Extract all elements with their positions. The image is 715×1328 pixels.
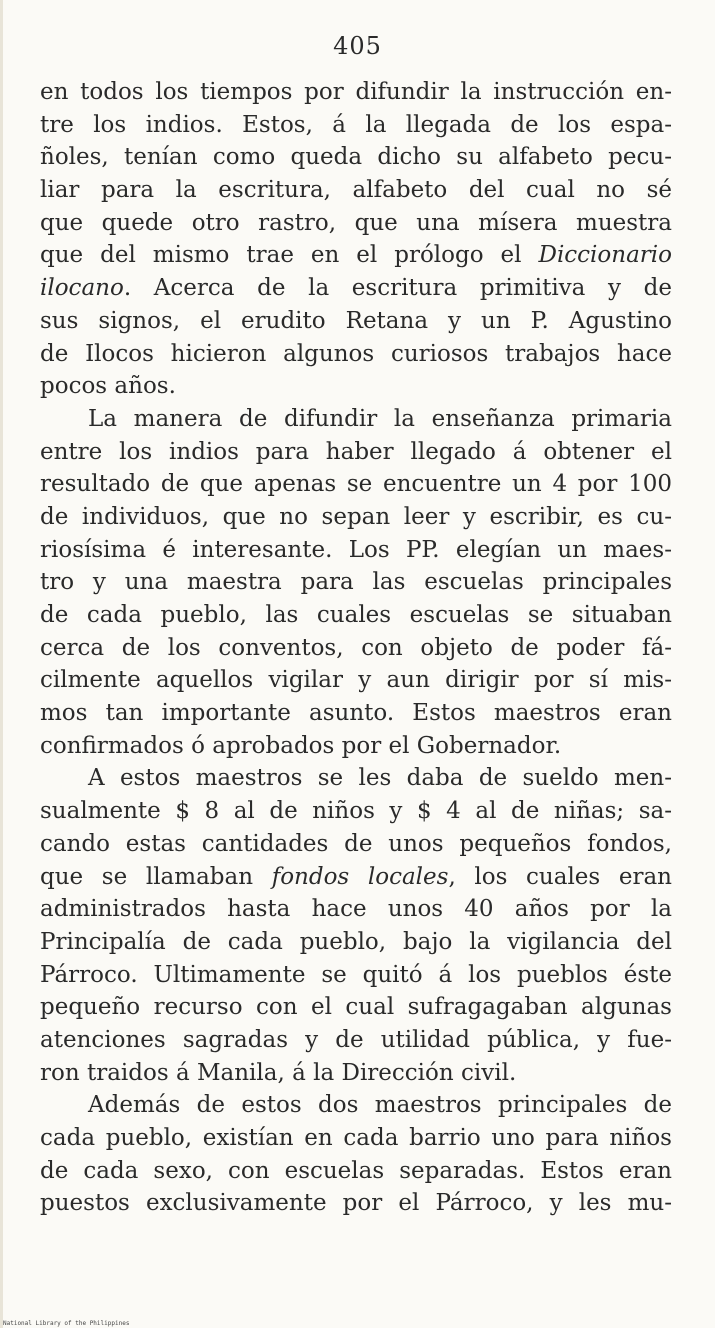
text-line (40, 1024, 672, 1057)
text-line (40, 403, 672, 436)
text-segment: ron traidos á Manila, á la Dirección civil. (40, 1059, 517, 1086)
text-line (40, 893, 672, 926)
text-segment: de Ilocos hicieron algunos curiosos trabajos hace (40, 340, 672, 367)
text-line (40, 305, 672, 338)
text-line (40, 697, 672, 730)
text-line (40, 534, 672, 567)
text-segment: pocos años. (40, 373, 176, 400)
text-segment: A estos maestros se les daba de sueldo men- (88, 765, 672, 792)
text-segment: pequeño recurso con el cual sufragagaban algunas (40, 994, 672, 1021)
text-segment: , los cuales eran (448, 863, 672, 890)
text-segment: Además de estos dos maestros principales de (88, 1092, 672, 1119)
text-line (40, 370, 672, 403)
text-segment: cerca de los conventos, con objeto de poder fá- (40, 634, 672, 661)
text-segment: entre los indios para haber llegado á obtener el (40, 438, 672, 465)
text-line (40, 1122, 672, 1155)
text-segment: resultado de que apenas se encuentre un 4 por 100 (40, 471, 672, 498)
text-segment: cilmente aquellos vigilar y aun dirigir por sí mis- (40, 667, 672, 694)
text-segment: que se llamaban (40, 863, 272, 890)
text-segment: de individuos, que no sepan leer y escribir, es cu- (40, 503, 672, 530)
text-line (40, 468, 672, 501)
text-line (40, 141, 672, 174)
text-line (40, 501, 672, 534)
text-line (40, 566, 672, 599)
page-edge (0, 0, 3, 1328)
text-segment: atenciones sagradas y de utilidad pública, y fue- (40, 1026, 672, 1053)
body-text (40, 76, 672, 1220)
text-line (40, 664, 672, 697)
text-segment: que del mismo trae en el prólogo el (40, 242, 539, 269)
text-line (40, 762, 672, 795)
text-line (40, 861, 672, 894)
text-segment: confirmados ó aprobados por el Gobernador. (40, 732, 562, 759)
text-segment: tre los indios. Estos, á la llegada de los espa- (40, 111, 672, 138)
page-number: 405 (333, 32, 382, 60)
text-segment: de cada pueblo, las cuales escuelas se situaban (40, 602, 672, 628)
text-line (40, 272, 672, 305)
text-segment: puestos exclusivamente por el Párroco, y les mu- (40, 1190, 672, 1217)
text-line (40, 1057, 672, 1090)
text-segment: La manera de difundir la enseñanza primaria (88, 405, 672, 432)
text-line (40, 436, 672, 469)
text-segment: de cada sexo, con escuelas separadas. Estos eran (40, 1157, 672, 1184)
text-line (40, 795, 672, 828)
text-segment: Párroco. Ultimamente se quitó á los pueblos éste (40, 961, 672, 988)
text-segment: . Acerca de la escritura primitiva y de (123, 275, 672, 302)
text-segment: sualmente $ 8 al de niños y $ 4 al de niñas; sa- (40, 798, 672, 825)
text-line (40, 109, 672, 142)
text-line (40, 959, 672, 992)
italic-text: ilocano (40, 275, 124, 302)
library-credit: National Library of the Philippines (3, 1320, 130, 1327)
text-line (40, 1187, 672, 1220)
text-segment: Principalía de cada pueblo, bajo la vigilancia del (40, 928, 672, 955)
text-line (40, 1155, 672, 1188)
text-segment: sus signos, el erudito Retana y un P. Agustino (40, 307, 672, 334)
text-segment: cando estas cantidades de unos pequeños fondos, (40, 830, 672, 857)
italic-text: fondos locales (271, 863, 449, 890)
text-segment: que quede otro rastro, que una mísera muestra (40, 209, 672, 236)
text-line (40, 207, 672, 240)
text-line (40, 991, 672, 1024)
text-line (40, 1089, 672, 1122)
text-line (40, 174, 672, 207)
text-line (40, 76, 672, 109)
text-line (40, 828, 672, 861)
text-segment: ñoles, tenían como queda dicho su alfabeto pecu- (40, 144, 672, 171)
text-line (40, 926, 672, 959)
text-segment: tro y una maestra para las escuelas principales (40, 569, 672, 596)
text-segment: liar para la escritura, alfabeto del cual no sé (40, 177, 672, 204)
text-line (40, 632, 672, 665)
text-segment: cada pueblo, existían en cada barrio uno para niños (40, 1125, 672, 1151)
text-segment: en todos los tiempos por difundir la instrucción en- (40, 79, 672, 105)
text-line (40, 599, 672, 632)
text-line (40, 730, 672, 763)
text-segment: mos tan importante asunto. Estos maestros eran (40, 700, 672, 727)
text-segment: riosísima é interesante. Los PP. elegían un maes- (40, 536, 672, 563)
text-line (40, 338, 672, 371)
italic-text: Diccionario (538, 242, 672, 269)
text-line (40, 239, 672, 272)
text-segment: administrados hasta hace unos 40 años por la (40, 896, 672, 923)
